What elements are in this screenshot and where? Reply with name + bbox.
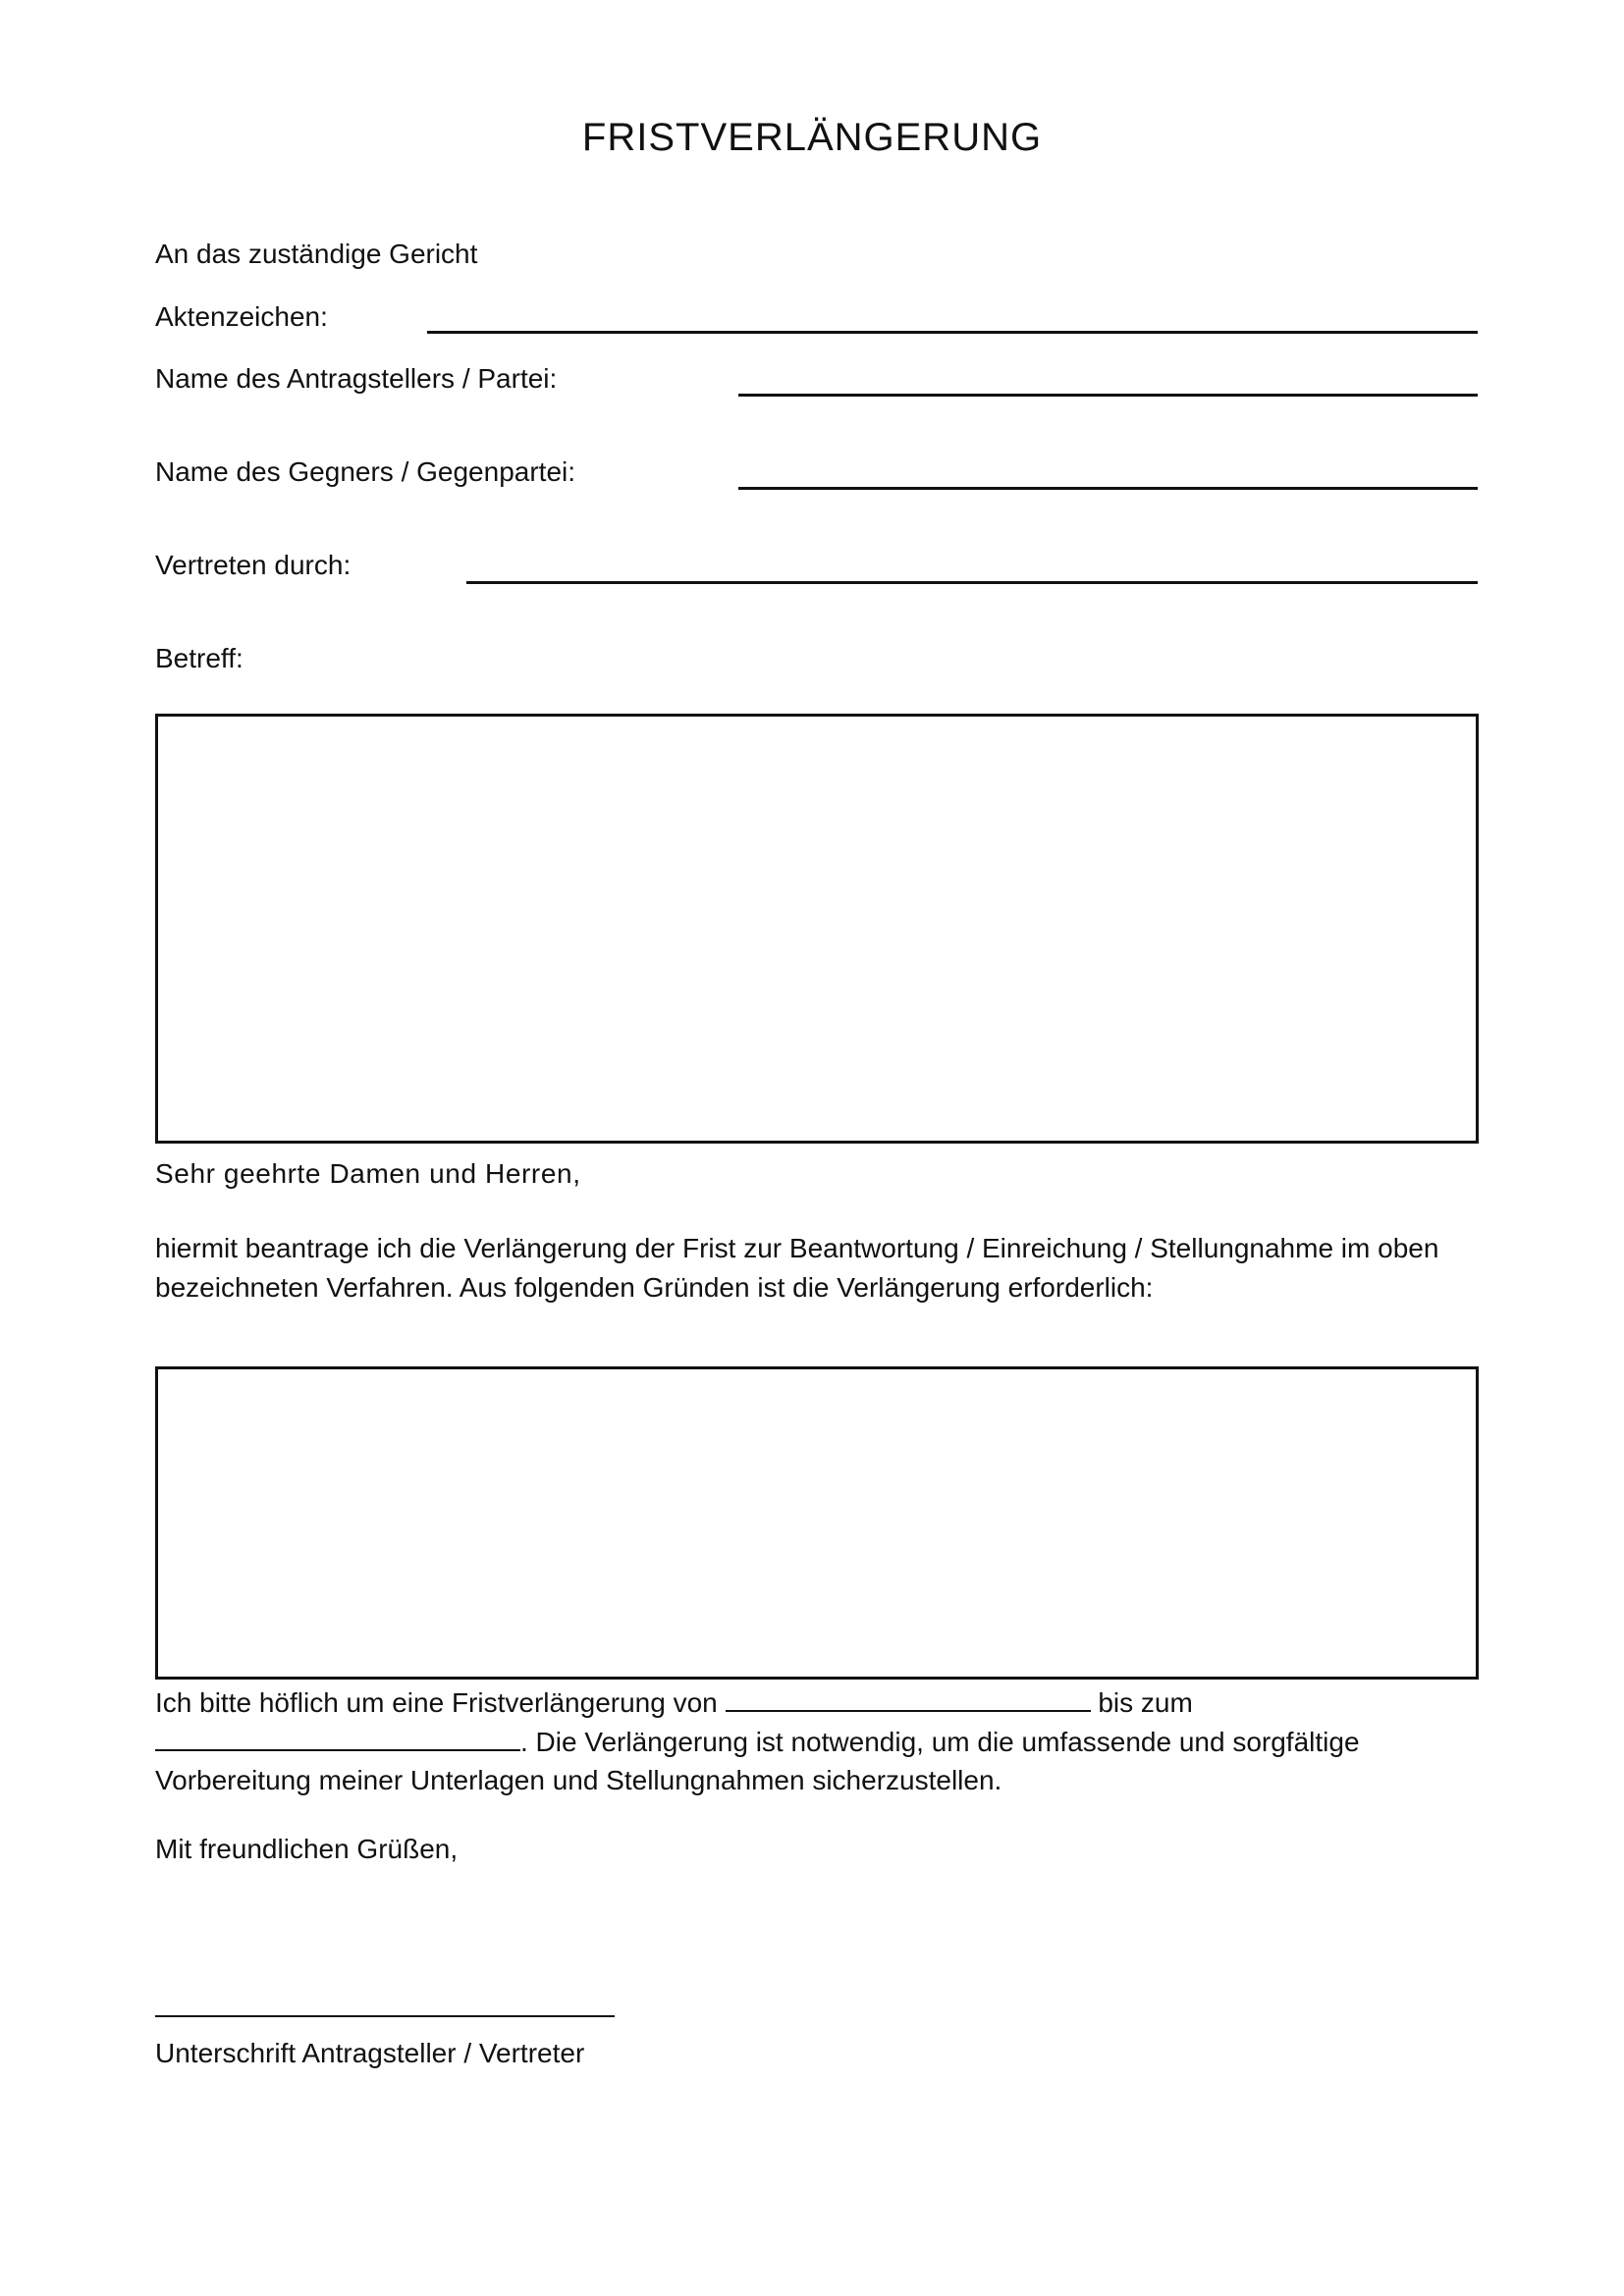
request-line-2: bezeichneten Verfahren. Aus folgenden Gründen ist die Verlängerung erforderlich: — [155, 1272, 1154, 1303]
case-number-field[interactable] — [427, 331, 1478, 334]
subject-label: Betreff: — [155, 643, 244, 673]
extension-text-part-1: Ich bitte höflich um eine Fristverlängerung von — [155, 1687, 718, 1718]
applicant-label: Name des Antragstellers / Partei: — [155, 363, 558, 394]
extension-date-field[interactable] — [155, 1722, 520, 1751]
extension-duration-field[interactable] — [726, 1682, 1091, 1712]
recipient-text: An das zuständige Gericht — [155, 239, 478, 269]
opponent-field[interactable] — [738, 487, 1478, 490]
extension-line-3: Vorbereitung meiner Unterlagen und Stellungnahmen sicherzustellen. — [155, 1765, 1002, 1795]
opponent-label: Name des Gegners / Gegenpartei: — [155, 456, 576, 487]
representative-label: Vertreten durch: — [155, 550, 352, 580]
extension-line-1 — [155, 1682, 1193, 1723]
representative-field[interactable] — [466, 581, 1478, 584]
extension-text-part-3: . Die Verlängerung ist notwendig, um die umfassende und sorgfältige — [520, 1727, 1360, 1757]
signature-line[interactable] — [155, 2015, 615, 2017]
reasons-textbox[interactable] — [155, 1366, 1479, 1680]
applicant-field[interactable] — [738, 394, 1478, 397]
request-line-1: hiermit beantrage ich die Verlängerung der Frist zur Beantwortung / Einreichung / Stellungnahme im oben — [155, 1233, 1439, 1263]
extension-text-part-2: bis zum — [1098, 1687, 1193, 1718]
page-title: FRISTVERLÄNGERUNG — [581, 116, 1043, 159]
case-number-label: Aktenzeichen: — [155, 301, 328, 332]
extension-line-2 — [155, 1722, 1360, 1762]
signature-label: Unterschrift Antragsteller / Vertreter — [155, 2038, 585, 2068]
closing-text: Mit freundlichen Grüßen, — [155, 1834, 459, 1864]
subject-textbox[interactable] — [155, 714, 1479, 1144]
salutation-text: Sehr geehrte Damen und Herren, — [155, 1158, 581, 1189]
